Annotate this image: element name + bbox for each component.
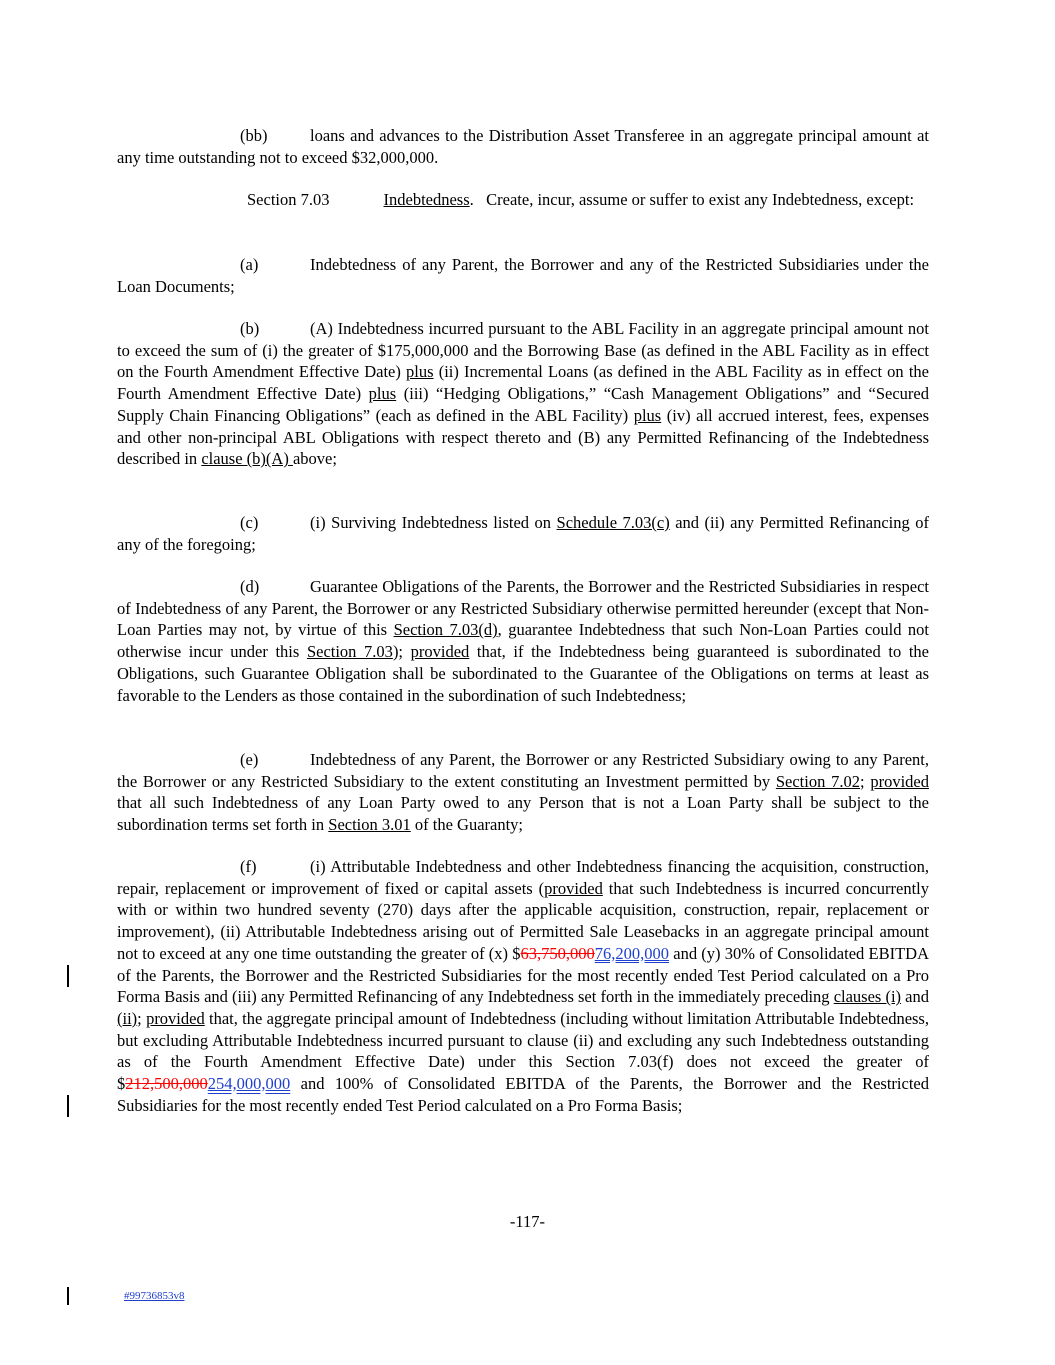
clause-d: (d) Guarantee Obligations of the Parents, the Borrower and the Restricted Subsidiaries in respect of Indebtedness of any Parent, the Borrower or any Restricted Subsidiary otherwise permitted hereunder (except that Non-Loan Parties may not, by virtue of this Section 7.03(d), guarantee Indebtedness that such Non-Loan Parties could not otherwise incur under this Section 7.03); provided that, if the Indebtedness being guaranteed is subordinated to the Obligations, such Guarantee Obligation shall be subordinated to the Guarantee of the Obligations on terms at least as favorable to the Lenders as those contained in the subordination of such Indebtedness; bbox=[117, 577, 930, 705]
clause-bb bbox=[117, 125, 929, 168]
page-number: -117- bbox=[509, 1212, 546, 1231]
change-bar bbox=[67, 1287, 69, 1305]
section-title: Indebtedness bbox=[383, 190, 470, 209]
clause-label: (f) bbox=[240, 857, 257, 876]
clause-a bbox=[117, 254, 929, 297]
document-id-link[interactable]: #99736853v8 bbox=[124, 1290, 185, 1302]
clause-c: (c) (i) Surviving Indebtedness listed on Schedule 7.03(c) and (ii) any Permitted Refinancing of any of the foregoing; bbox=[117, 513, 930, 554]
change-bar bbox=[67, 1095, 69, 1117]
inserted-amount: 76,200,000 bbox=[594, 943, 670, 963]
clause-text: loans and advances to the Distribution Asset Transferee in an aggregate principal amount at any time outstanding not to exceed $32,000,000. bbox=[117, 126, 929, 167]
clause-e: (e) Indebtedness of any Parent, the Borrower or any Restricted Subsidiary owing to any Parent, the Borrower or any Restricted Subsidiary to the extent constituting an Investment permitted by Section 7.02; provided that all such Indebtedness of any Loan Party owed to any Person that is not a Loan Party shall be subject to the subordination terms set forth in Section 3.01 of the Guaranty; bbox=[117, 750, 929, 835]
inserted-amount: 254,000,000 bbox=[207, 1074, 291, 1094]
change-bar bbox=[67, 965, 69, 987]
section-heading: Section 7.03 Indebtedness. Create, incur, assume or suffer to exist any Indebtedness, except: bbox=[247, 190, 915, 209]
clause-label: (d) bbox=[240, 577, 260, 596]
clause-label: (a) bbox=[240, 255, 259, 274]
clause-text: Indebtedness of any Parent, the Borrower and any of the Restricted Subsidiaries under the Loan Documents; bbox=[117, 255, 929, 296]
clause-label: (bb) bbox=[240, 126, 268, 145]
section-text: Create, incur, assume or suffer to exist any Indebtedness, except: bbox=[486, 190, 915, 209]
clause-label: (e) bbox=[240, 750, 259, 769]
deleted-amount: 212,500,000 bbox=[125, 1074, 208, 1094]
clause-b: (b) (A) Indebtedness incurred pursuant to the ABL Facility in an aggregate principal amount not to exceed the sum of (i) the greater of $175,000,000 and the Borrowing Base (as defined in the ABL Facility as in effect on the Fourth Amendment Effective Date) plus (ii) Incremental Loans (as defined in the ABL Facility as in effect on the Fourth Amendment Effective Date) plus (iii) “Hedging Obligations,” “Cash Management Obligations” and “Secured Supply Chain Financing Obligations” (each as defined in the ABL Facility) plus (iv) all accrued interest, fees, expenses and other non-principal ABL Obligations with respect thereto and (B) any Permitted Refinancing of the Indebtedness described in clause (b)(A) above; bbox=[117, 319, 930, 469]
clause-label: (b) bbox=[240, 319, 260, 338]
section-number: Section 7.03 bbox=[247, 190, 330, 209]
clause-label: (c) bbox=[240, 513, 259, 532]
deleted-amount: 63,750,000 bbox=[520, 943, 595, 963]
clause-f: (f) (i) Attributable Indebtedness and other Indebtedness financing the acquisition, construction, repair, replacement or improvement of fixed or capital assets (provided that such Indebtedness is incurred concurrently with or within two hundred seventy (270) days after the applicable acquisition, construction, repair, replacement or improvement), (ii) Attributable Indebtedness arising out of Permitted Sale Leasebacks in an aggregate principal amount not to exceed at any one time outstanding the greater of (x) $63,750,00076,200,000 and (y) 30% of Consolidated EBITDA of the Parents, the Borrower and the Restricted Subsidiaries for the most recently ended Test Period calculated on a Pro Forma Basis and (iii) any Permitted Refinancing of any Indebtedness set forth in the immediately preceding clauses (i) and (ii); provided that, the aggregate principal amount of Indebtedness (including without limitation Attributable Indebtedness, but excluding Attributable Indebtedness incurred pursuant to clause (ii) and excluding any such Indebtedness outstanding as of the Fourth Amendment Effective Date) under this Section 7.03(f) does not exceed the greater of $212,500,000254,000,000 and 100% of Consolidated EBITDA of the Parents, the Borrower and the Restricted Subsidiaries for the most recently ended Test Period calculated on a Pro Forma Basis; bbox=[117, 857, 929, 1115]
